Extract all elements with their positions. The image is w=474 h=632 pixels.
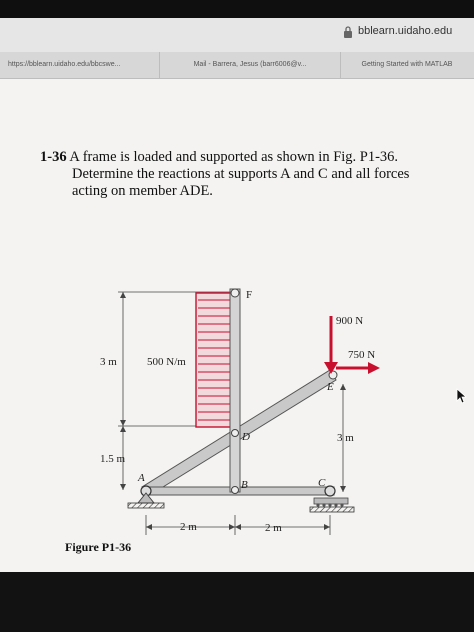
figure-caption: Figure P1-36 <box>65 540 132 554</box>
mouse-cursor-icon <box>456 388 468 404</box>
label-1-5m: 1.5 m <box>100 453 126 465</box>
pin-D <box>232 430 239 437</box>
label-3m-right: 3 m <box>337 432 354 444</box>
label-3m-left: 3 m <box>100 356 117 368</box>
label-900N: 900 N <box>336 315 364 327</box>
distributed-load <box>196 293 234 427</box>
label-E: E <box>327 381 334 393</box>
label-500Nm: 500 N/m <box>147 356 186 368</box>
label-D: D <box>242 431 250 443</box>
label-750N: 750 N <box>348 349 376 361</box>
problem-line-2: Determine the reactions at supports A and C and all forces <box>72 166 410 182</box>
label-F: F <box>246 289 253 301</box>
label-A: A <box>138 472 145 484</box>
support-C <box>310 498 354 512</box>
member-FDB <box>230 289 240 492</box>
load-750N-arrow <box>336 362 380 374</box>
pin-B <box>232 487 239 494</box>
label-B: B <box>241 479 248 491</box>
label-2m-right: 2 m <box>265 522 282 534</box>
tab-bblearn[interactable]: https://bblearn.uidaho.edu/bbcswe... <box>0 52 160 78</box>
label-2m-left: 2 m <box>180 521 197 533</box>
tab-mail[interactable]: Mail - Barrera, Jesus (barr6006@v... <box>160 52 341 78</box>
label-C: C <box>318 477 326 489</box>
pin-F <box>231 289 239 297</box>
problem-line-3: acting on member ADE. <box>72 183 213 199</box>
tab-matlab[interactable]: Getting Started with MATLAB <box>340 52 474 78</box>
url-text: bblearn.uidaho.edu <box>358 25 453 37</box>
monitor-bezel <box>0 572 474 632</box>
pin-C <box>325 486 335 496</box>
problem-number: 1-36 <box>40 149 67 165</box>
problem-text-1: A frame is loaded and supported as shown in Fig. P1-36. <box>69 149 399 165</box>
